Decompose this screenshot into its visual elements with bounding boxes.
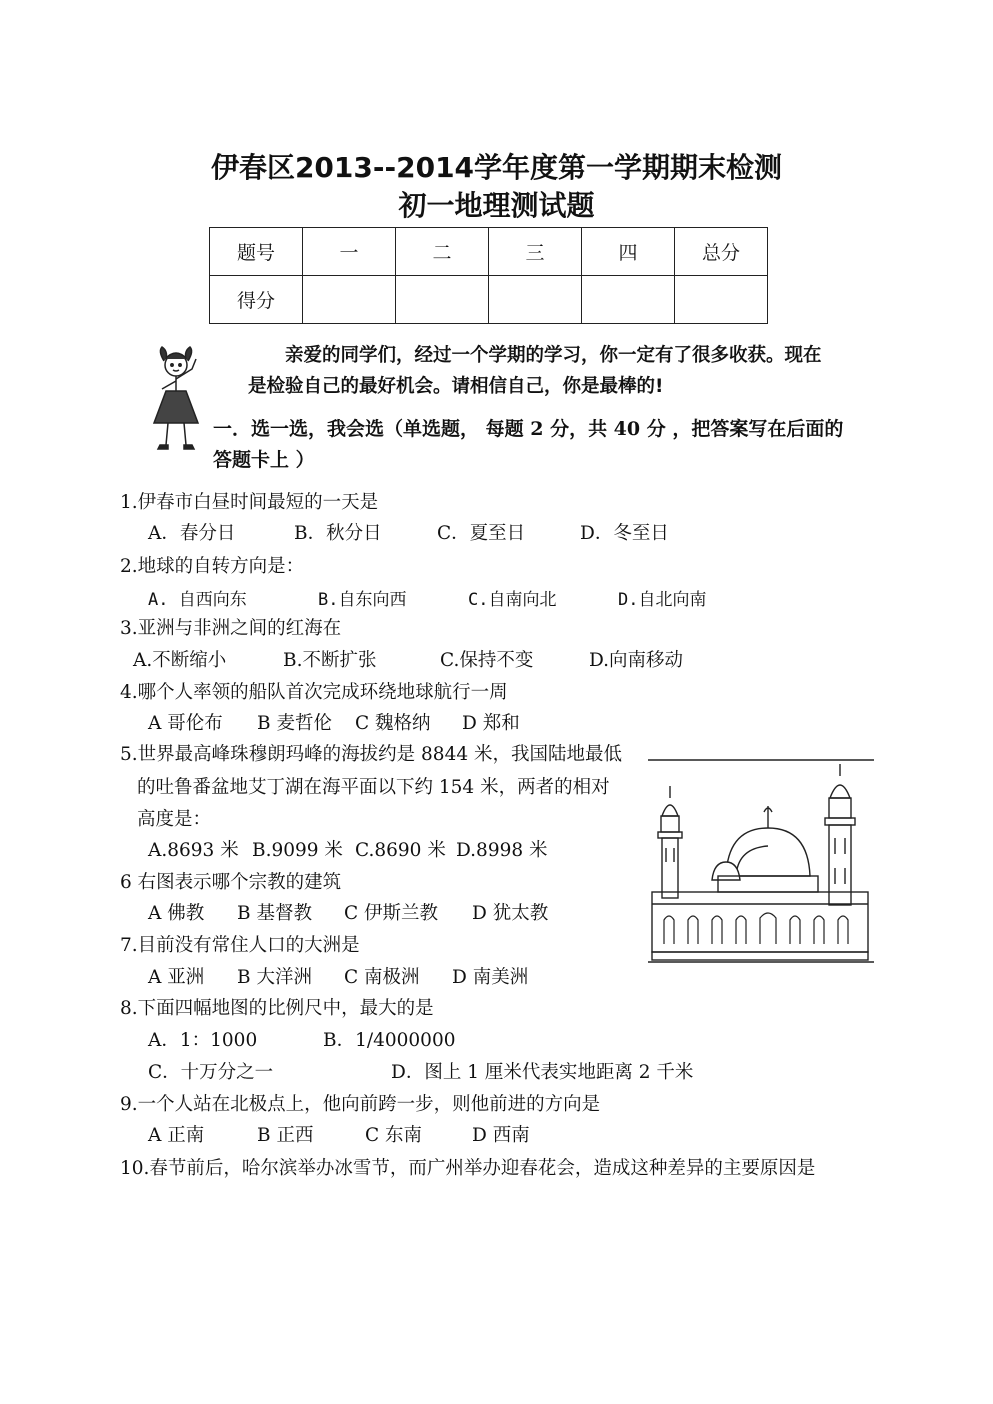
q4-option-a: A 哥伦布 — [148, 713, 223, 734]
q7-option-c: C 南极洲 — [344, 967, 420, 988]
q5-option-a: A.8693 米 — [148, 840, 239, 861]
girl-illustration — [136, 345, 216, 457]
question-8-stem: 8.下面四幅地图的比例尺中，最大的是 — [120, 998, 434, 1019]
score-cell: 四 — [582, 228, 675, 276]
q8-option-a: A．1：1000 — [148, 1030, 258, 1051]
question-9-stem: 9.一个人站在北极点上，他向前跨一步，则他前进的方向是 — [120, 1094, 601, 1115]
score-cell: 题号 — [210, 228, 303, 276]
question-5-stem-line-2: 的吐鲁番盆地艾丁湖在海平面以下约 154 米，两者的相对 — [137, 777, 610, 798]
score-cell: 总分 — [675, 228, 768, 276]
score-input-cell[interactable] — [396, 276, 489, 324]
q5-option-d: D.8998 米 — [456, 840, 548, 861]
score-table-header-row — [210, 228, 768, 276]
question-10-stem: 10.春节前后，哈尔滨举办冰雪节，而广州举办迎春花会，造成这种差异的主要原因是 — [120, 1158, 816, 1179]
question-3-stem: 3.亚洲与非洲之间的红海在 — [120, 618, 342, 639]
q3-option-a: A.不断缩小 — [133, 650, 227, 671]
score-cell: 二 — [396, 228, 489, 276]
score-table-score-row — [210, 276, 768, 324]
section-heading-line-1: 一．选一选，我会选（单选题， 每题 2 分，共 40 分 ，把答案写在后面的 — [213, 418, 844, 440]
score-input-cell[interactable] — [489, 276, 582, 324]
score-cell: 三 — [489, 228, 582, 276]
title-line-2: 初一地理测试题 — [398, 189, 595, 222]
question-6-stem: 6 右图表示哪个宗教的建筑 — [120, 872, 342, 893]
q5-option-c: C.8690 米 — [355, 840, 446, 861]
q9-option-c: C 东南 — [365, 1125, 423, 1146]
q1-option-b: B．秋分日 — [294, 523, 382, 544]
q6-option-a: A 佛教 — [148, 903, 205, 924]
intro-line-1: 亲爱的同学们，经过一个学期的学习，你一定有了很多收获。现在 — [285, 345, 822, 366]
q4-option-c: C 魏格纳 — [355, 713, 431, 734]
q9-option-a: A 正南 — [148, 1125, 205, 1146]
q6-option-b: B 基督教 — [237, 903, 312, 924]
score-table — [209, 227, 768, 324]
q4-option-d: D 郑和 — [462, 713, 520, 734]
score-input-cell[interactable] — [303, 276, 396, 324]
q1-option-c: C．夏至日 — [437, 523, 526, 544]
question-2-stem: 2.地球的自转方向是： — [120, 556, 305, 577]
q1-option-d: D．冬至日 — [580, 523, 669, 544]
mosque-illustration — [648, 758, 874, 964]
question-1-stem: 1.伊春市白昼时间最短的一天是 — [120, 492, 379, 513]
question-5-stem-line-3: 高度是： — [137, 809, 212, 830]
score-cell: 得分 — [210, 276, 303, 324]
score-cell: 一 — [303, 228, 396, 276]
score-input-cell[interactable] — [675, 276, 768, 324]
q8-option-d: D．图上 1 厘米代表实地距离 2 千米 — [391, 1062, 694, 1083]
q6-option-c: C 伊斯兰教 — [344, 903, 439, 924]
q1-option-a: A．春分日 — [148, 523, 236, 544]
q4-option-b: B 麦哲伦 — [257, 713, 332, 734]
q2-option-c: C.自南向北 — [468, 590, 557, 610]
q7-option-a: A 亚洲 — [148, 967, 205, 988]
q3-option-c: C.保持不变 — [440, 650, 534, 671]
question-5-stem-line-1: 5.世界最高峰珠穆朗玛峰的海拔约是 8844 米，我国陆地最低 — [120, 744, 622, 765]
q3-option-b: B.不断扩张 — [283, 650, 377, 671]
q2-option-a: A. 自西向东 — [148, 590, 247, 610]
section-heading-line-2: 答题卡上 ） — [213, 449, 315, 471]
q9-option-b: B 正西 — [257, 1125, 314, 1146]
question-4-stem: 4.哪个人率领的船队首次完成环绕地球航行一周 — [120, 682, 508, 703]
score-input-cell[interactable] — [582, 276, 675, 324]
q5-option-b: B.9099 米 — [252, 840, 343, 861]
title-line-1: 伊春区2013--2014学年度第一学期期末检测 — [210, 151, 783, 184]
question-7-stem: 7.目前没有常住人口的大洲是 — [120, 935, 360, 956]
intro-line-2: 是检验自己的最好机会。请相信自己，你是最棒的! — [248, 376, 664, 397]
q8-option-b: B．1/4000000 — [323, 1030, 456, 1051]
q7-option-b: B 大洋洲 — [237, 967, 312, 988]
q7-option-d: D 南美洲 — [452, 967, 529, 988]
q2-option-d: D.自北向南 — [618, 590, 707, 610]
q3-option-d: D.向南移动 — [589, 650, 684, 671]
q9-option-d: D 西南 — [472, 1125, 530, 1146]
q8-option-c: C．十万分之一 — [148, 1062, 274, 1083]
q6-option-d: D 犹太教 — [472, 903, 549, 924]
q2-option-b: B.自东向西 — [318, 590, 407, 610]
